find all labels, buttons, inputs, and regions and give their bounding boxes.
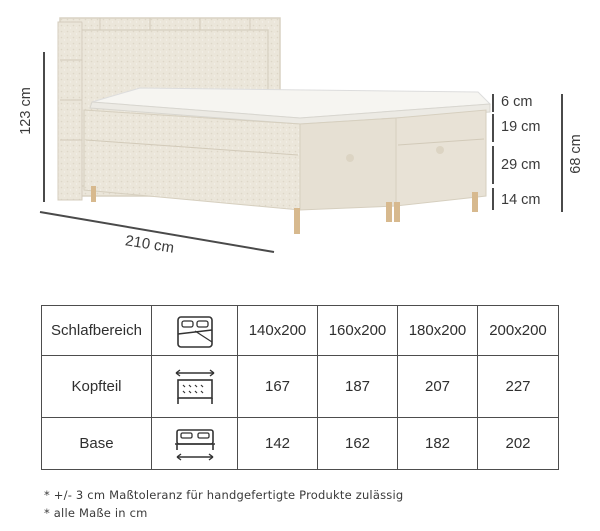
base-180: 182 <box>398 418 478 470</box>
bed-base-width-icon <box>152 418 238 470</box>
sleeping-area-icon <box>152 306 238 356</box>
base-200: 202 <box>478 418 559 470</box>
table-row <box>42 356 559 418</box>
size-180: 180x200 <box>398 306 478 356</box>
units-note: * alle Maße in cm <box>44 506 148 520</box>
length-label: 210 cm <box>123 232 176 257</box>
base-140: 142 <box>238 418 318 470</box>
base-160: 162 <box>318 418 398 470</box>
box-spring <box>84 110 486 210</box>
table-row <box>42 418 559 470</box>
kopfteil-180: 207 <box>398 356 478 418</box>
box-height-label: 29 cm <box>501 157 541 173</box>
size-table <box>41 305 559 470</box>
header-label: Schlafbereich <box>42 306 152 356</box>
row-label-base: Base <box>42 418 152 470</box>
height-total-label: 123 cm <box>17 87 34 135</box>
kopfteil-160: 187 <box>318 356 398 418</box>
headboard-width-icon <box>152 356 238 418</box>
size-140: 140x200 <box>238 306 318 356</box>
kopfteil-200: 227 <box>478 356 559 418</box>
table-row <box>42 306 559 356</box>
size-160: 160x200 <box>318 306 398 356</box>
tolerance-note: * +/- 3 cm Maßtoleranz für handgefertigte Produkte zulässig <box>44 488 404 502</box>
mattress-height-label: 19 cm <box>501 119 541 135</box>
kopfteil-140: 167 <box>238 356 318 418</box>
bed-height-label: 68 cm <box>567 134 584 174</box>
topper-height-label: 6 cm <box>501 94 533 110</box>
feet-height-label: 14 cm <box>501 192 541 208</box>
size-200: 200x200 <box>478 306 559 356</box>
row-label-kopfteil: Kopfteil <box>42 356 152 418</box>
